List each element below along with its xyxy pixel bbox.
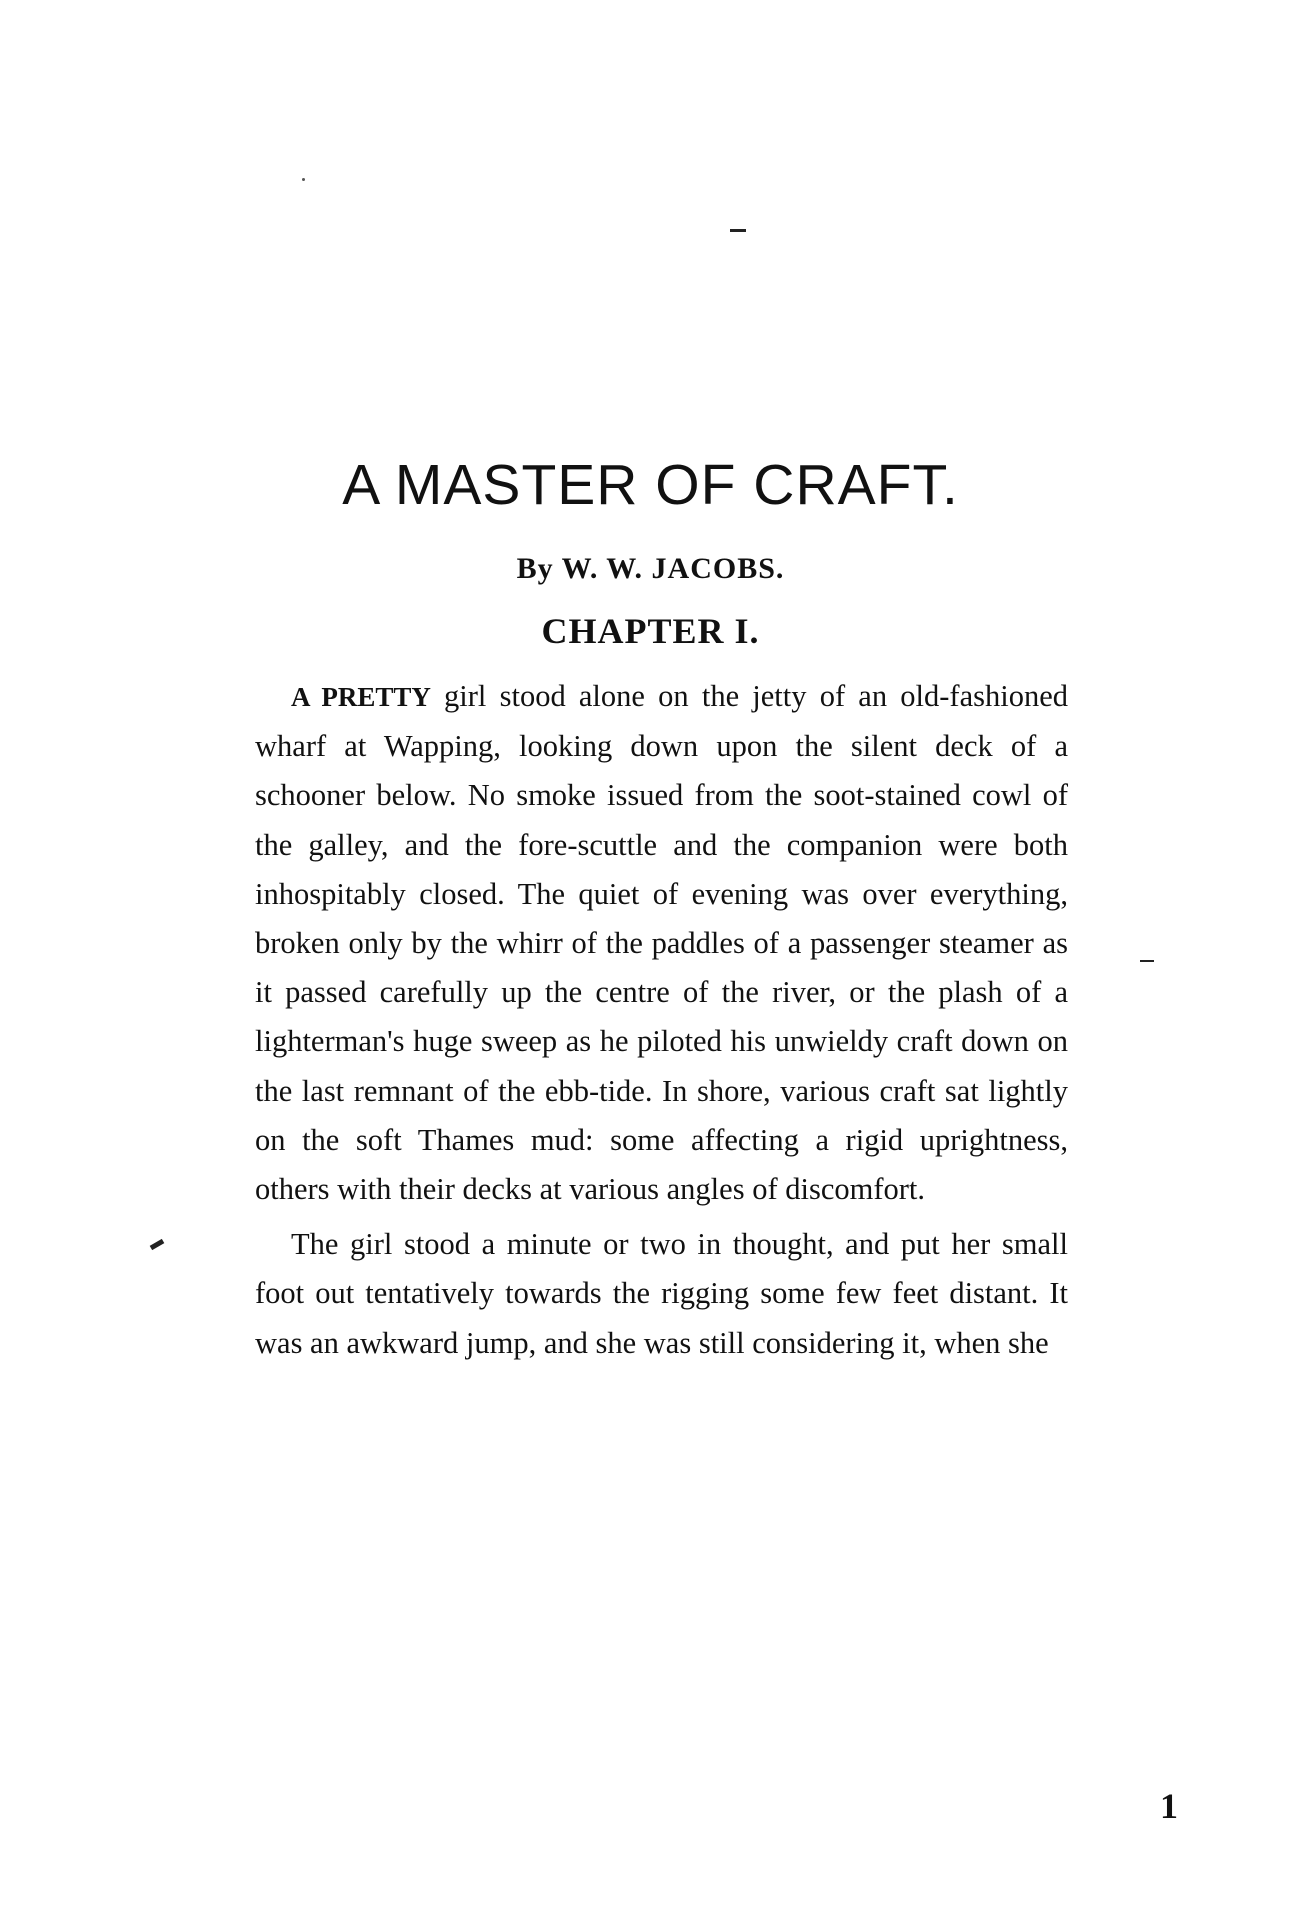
paragraph-text: girl stood alone on the jetty of an old-fashioned wharf at Wapping, looking down upon the silent deck of a schooner below. No smoke issued from the soot-stained cowl of the galley, and the fore-scuttle and the companion were both inhospitably closed. The quiet of evening was over everything, broken only by the whirr of the paddles of a passenger steamer as it passed carefully up the centre of the river, or the plash of a lighterman's huge sweep as he piloted his unwieldy craft down on the last remnant of the ebb-tide. In shore, various craft sat lightly on the soft Thames mud: some affecting a rigid uprightness, others with their decks at various angles of discomfort. — [255, 679, 1068, 1207]
scan-speck — [302, 178, 305, 181]
paragraph-text: The girl stood a minute or two in thought, and put her small foot out tentatively towards the rigging some few feet distant. It was an awkward jump, and she was still considering it, when she — [255, 1227, 1068, 1360]
paragraph-lead: A PRETTY — [291, 682, 431, 712]
page-number: 1 — [1160, 1786, 1178, 1826]
body-text — [255, 672, 1068, 1374]
page-title: A MASTER OF CRAFT. — [342, 453, 959, 517]
chapter-heading: CHAPTER I. — [541, 611, 760, 651]
scan-dash-mark — [730, 229, 746, 232]
margin-dash-mark — [1140, 960, 1154, 962]
corner-fold-mark — [150, 1239, 165, 1250]
author-byline: By W. W. JACOBS. — [516, 552, 785, 585]
paragraph — [255, 1220, 1068, 1368]
paragraph — [255, 672, 1068, 1214]
